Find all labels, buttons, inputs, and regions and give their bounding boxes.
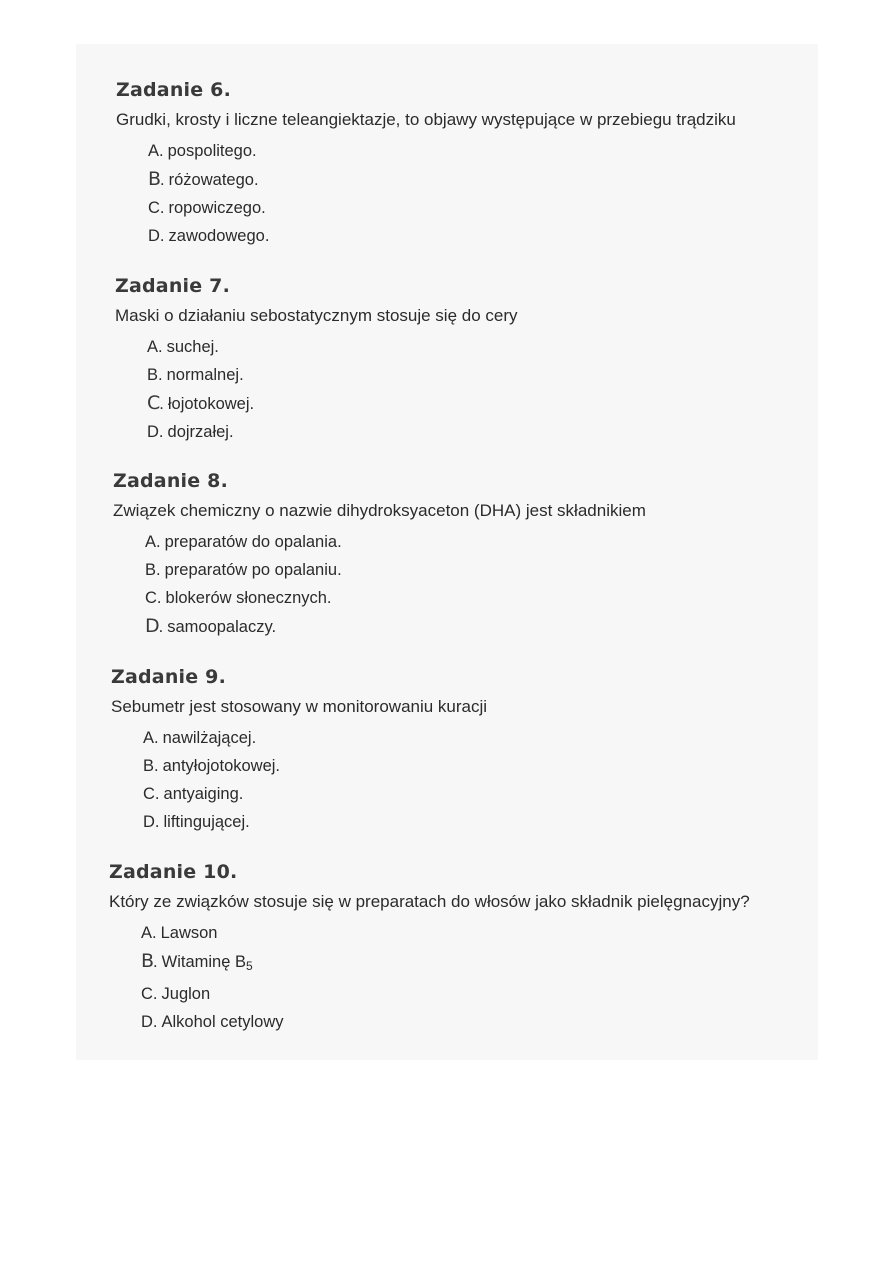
handwritten-letter-mark: C bbox=[147, 392, 160, 414]
option-separator: . bbox=[158, 338, 163, 356]
option-separator: . bbox=[160, 171, 165, 189]
option-a bbox=[115, 333, 518, 361]
option-text: Witaminę B bbox=[161, 953, 246, 971]
task-title: Zadanie 10. bbox=[109, 861, 238, 883]
option-d bbox=[116, 222, 736, 250]
answer-options bbox=[109, 919, 750, 1036]
option-c bbox=[113, 584, 646, 612]
task-8 bbox=[113, 469, 646, 641]
task-question: Grudki, krosty i liczne teleangiektazje, to objawy występujące w przebiegu trądziku bbox=[116, 110, 736, 129]
option-a bbox=[109, 919, 750, 947]
option-text: nawilżającej. bbox=[162, 729, 257, 747]
task-title: Zadanie 8. bbox=[113, 470, 228, 492]
option-separator: . bbox=[154, 757, 159, 775]
handwritten-letter-mark: B bbox=[148, 168, 161, 190]
option-d bbox=[115, 418, 518, 446]
option-separator: . bbox=[154, 813, 160, 831]
option-b bbox=[111, 752, 487, 780]
option-text: Alkohol cetylowy bbox=[161, 1013, 284, 1031]
option-separator: . bbox=[159, 142, 164, 160]
task-7 bbox=[115, 274, 518, 446]
handwritten-letter-mark: B bbox=[141, 950, 154, 972]
option-b-marked bbox=[109, 947, 750, 980]
option-separator: . bbox=[158, 423, 164, 441]
option-letter: A bbox=[143, 729, 155, 747]
option-b bbox=[115, 361, 518, 389]
option-letter: C bbox=[148, 199, 160, 217]
option-letter: C bbox=[145, 589, 157, 607]
option-d bbox=[111, 808, 487, 836]
option-letter: A bbox=[148, 142, 160, 160]
handwritten-letter-mark: D bbox=[145, 615, 159, 637]
task-title: Zadanie 9. bbox=[111, 666, 226, 688]
option-text: łojotokowej. bbox=[167, 395, 255, 413]
option-text: zawodowego. bbox=[168, 227, 270, 245]
option-text: samoopalaczy. bbox=[167, 618, 277, 636]
task-title: Zadanie 7. bbox=[115, 275, 230, 297]
task-9 bbox=[111, 665, 487, 836]
option-letter: B bbox=[143, 757, 155, 775]
option-letter: B bbox=[145, 561, 157, 579]
task-question: Który ze związków stosuje się w preparatach do włosów jako składnik pielęgnacyjny? bbox=[109, 892, 750, 911]
option-separator: . bbox=[159, 227, 165, 245]
option-text: dojrzałej. bbox=[167, 423, 234, 441]
option-letter: C bbox=[141, 985, 153, 1003]
option-letter: C bbox=[143, 785, 155, 803]
answer-options bbox=[116, 137, 736, 250]
option-separator: . bbox=[159, 199, 165, 217]
option-text: różowatego. bbox=[168, 171, 259, 189]
option-separator: . bbox=[156, 561, 161, 579]
answer-options bbox=[113, 528, 646, 641]
option-text: antyłojotokowej. bbox=[162, 757, 281, 775]
option-a bbox=[111, 724, 487, 752]
option-separator: . bbox=[152, 924, 157, 942]
option-letter: B bbox=[147, 366, 159, 384]
option-letter: A bbox=[145, 533, 157, 551]
option-b bbox=[113, 556, 646, 584]
option-text: Juglon bbox=[161, 985, 211, 1003]
option-c bbox=[109, 980, 750, 1008]
option-separator: . bbox=[152, 1013, 158, 1031]
option-c-marked bbox=[115, 389, 518, 418]
task-title: Zadanie 6. bbox=[116, 79, 231, 101]
task-question: Związek chemiczny o nazwie dihydroksyaceton (DHA) jest składnikiem bbox=[113, 501, 646, 520]
option-separator: . bbox=[156, 533, 161, 551]
option-separator: . bbox=[158, 366, 163, 384]
option-letter: A bbox=[147, 338, 159, 356]
option-text: ropowiczego. bbox=[168, 199, 266, 217]
task-10 bbox=[109, 860, 750, 1036]
answer-options bbox=[111, 724, 487, 836]
task-question: Maski o działaniu sebostatycznym stosuje się do cery bbox=[115, 306, 518, 325]
option-a bbox=[116, 137, 736, 165]
option-separator: . bbox=[154, 729, 159, 747]
option-separator: . bbox=[154, 785, 160, 803]
option-text: preparatów po opalaniu. bbox=[164, 561, 342, 579]
task-6 bbox=[116, 78, 736, 250]
option-letter: D bbox=[141, 1013, 153, 1031]
subscript: 5 bbox=[246, 959, 253, 973]
option-separator: . bbox=[152, 985, 158, 1003]
option-text: Lawson bbox=[160, 924, 218, 942]
option-letter: D bbox=[148, 227, 160, 245]
option-letter: D bbox=[143, 813, 155, 831]
option-d-marked bbox=[113, 612, 646, 641]
option-text: preparatów do opalania. bbox=[164, 533, 342, 551]
option-b-marked bbox=[116, 165, 736, 194]
option-separator: . bbox=[156, 589, 162, 607]
option-a bbox=[113, 528, 646, 556]
task-question: Sebumetr jest stosowany w monitorowaniu kuracji bbox=[111, 697, 488, 716]
option-d bbox=[109, 1008, 750, 1036]
option-letter: A bbox=[141, 924, 153, 942]
option-text: blokerów słonecznych. bbox=[165, 589, 332, 607]
option-separator: . bbox=[153, 953, 158, 971]
option-letter: D bbox=[147, 423, 159, 441]
option-separator: . bbox=[159, 395, 164, 413]
option-text: liftingującej. bbox=[163, 813, 250, 831]
option-c bbox=[111, 780, 487, 808]
option-separator: . bbox=[158, 618, 164, 636]
option-text: antyaiging. bbox=[163, 785, 244, 803]
option-text: pospolitego. bbox=[167, 142, 257, 160]
option-text: normalnej. bbox=[166, 366, 244, 384]
answer-options bbox=[115, 333, 518, 446]
option-c bbox=[116, 194, 736, 222]
option-text: suchej. bbox=[166, 338, 219, 356]
